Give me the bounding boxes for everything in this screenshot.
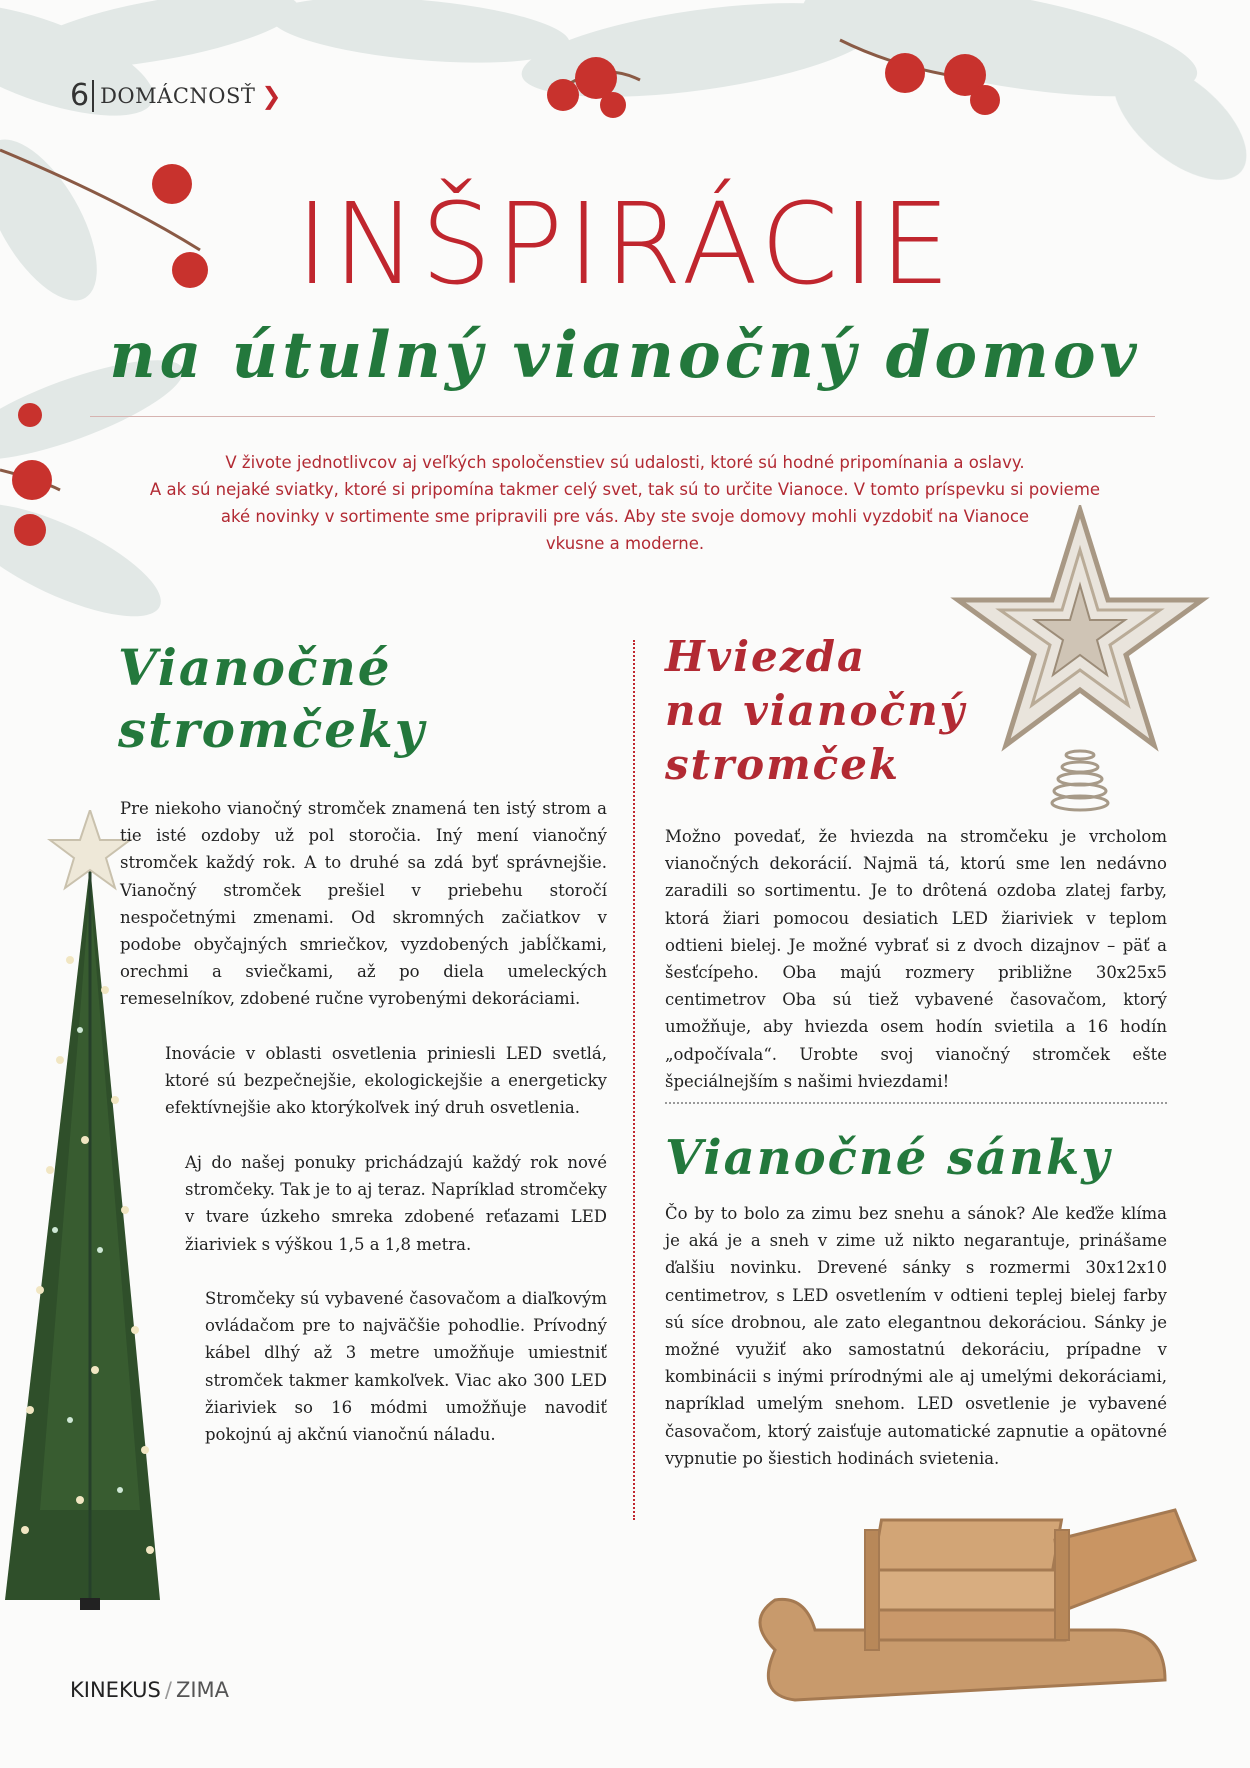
- trees-paragraph-3: Aj do našej ponuky prichádzajú každý rok nové stromčeky. Tak je to aj teraz. Napríklad stromčeky v tvare úzkeho smreka zdobené reťazami LED žiariviek s výškou 1,5 a 1,8 metra.: [185, 1153, 607, 1254]
- title-divider: [90, 416, 1155, 417]
- page-subtitle: na útulný vianočný domov: [109, 318, 1141, 393]
- intro-line: V živote jednotlivcov aj veľkých spoločenstiev sú udalosti, ktoré sú hodné pripomínania a oslavy.: [225, 453, 1025, 472]
- footer-season: ZIMA: [175, 1678, 230, 1702]
- trees-paragraph-2: Inovácie v oblasti osvetlenia priniesli LED svetlá, ktoré sú bezpečnejšie, ekologickejšie a energeticky efektívnejšie ako ktorýkoľvek iný druh osvetlenia.: [165, 1044, 607, 1118]
- section-divider: [665, 1102, 1167, 1104]
- section-name: DOMÁCNOSŤ: [100, 83, 256, 108]
- page-number: 6: [70, 78, 89, 113]
- chevron-right-icon: ❯: [261, 81, 282, 110]
- sled-paragraph: Čo by to bolo za zimu bez snehu a sánok? Ale keďže klíma je aká je a sneh v zime už nikto negarantuje, prinášame ďalšiu novinku. Drevené sánky s rozmermi 30x12x10 centimetrov, s LED osvetlením v odtieni teplej bielej farby sú síce drobnou, ale zato elegantnou dekoráciou. Sánky je možné využiť ako samostatnú dekoráciu, prípadne v kombinácii s inými prírodnými ale aj umelými dekoráciami, napríklad umelým snehom. LED osvetlenie je vybavené časovačom, ktorý zaisťuje automatické zapnutie a opätovné vypnutie po šiestich hodinách svietenia.: [665, 1204, 1167, 1468]
- page-title: INŠPIRÁCIE: [295, 180, 955, 310]
- footer-brand: KINEKUS: [70, 1678, 161, 1702]
- column-divider: [633, 640, 635, 1520]
- intro-line: vkusne a moderne.: [545, 534, 705, 553]
- heading-line: stromček: [665, 740, 901, 789]
- footer-separator: /: [164, 1678, 172, 1702]
- section-label: [70, 78, 281, 113]
- star-paragraph: Možno povedať, že hviezda na stromčeku je vrcholom vianočných dekorácií. Najmä tá, ktorú sme len nedávno zaradili so sortimentu. Je to drôtená ozdoba zlatej farby, ktorá žiari pomocou desiatich LED žiariviek v teplom odtieni bielej. Je možné vybrať si z dvoch dizajnov – päť a šesťcípeho. Oba majú rozmery približne 30x25x5 centimetrov Oba sú tiež vybavené časovačom, ktorý umožňuje, aby hviezda osem hodín svietila a 16 hodín „odpočívala“. Urobte svoj vianočný stromček ešte špeciálnejším s našimi hviezdami!: [665, 827, 1167, 1091]
- footer: [70, 1678, 229, 1702]
- section-heading-star: [665, 630, 995, 792]
- section-heading-sled: Vianočné sánky: [665, 1130, 1112, 1186]
- section-heading-christmas-trees: [118, 637, 538, 761]
- intro-line: A ak sú nejaké sviatky, ktoré si pripomína takmer celý svet, tak sú to určite Vianoce. V tomto príspevku si povieme: [149, 480, 1101, 499]
- wooden-sled-image: [735, 1500, 1205, 1750]
- heading-line: Hviezda: [665, 632, 867, 681]
- heading-line: stromčeky: [118, 700, 426, 759]
- trees-paragraph-4: Stromčeky sú vybavené časovačom a diaľkovým ovládačom pre to najväčšie pohodlie. Prívodný kábel dlhý až 3 metre umožňuje umiestniť stromček takmer kamkoľvek. Viac ako 300 LED žiariviek so 16 módmi umožňuje navodiť pokojnú aj akčnú vianočnú náladu.: [205, 1289, 607, 1445]
- trees-paragraph-1: Pre niekoho vianočný stromček znamená ten istý strom a tie isté ozdoby už pol storočia. Iný mení vianočný stromček každý rok. A to druhé sa zdá byť správnejšie. Vianočný stromček prešiel v priebehu storočí nespočetnými zmenami. Od skromných začiatkov v podobe obyčajných smriečkov, vyzdobených jabĺčkami, orechmi a sviečkami, až po diela umeleckých remeselníkov, zdobené ručne vyrobenými dekoráciami.: [120, 799, 607, 1009]
- intro-line: aké novinky v sortimente sme pripravili pre vás. Aby ste svoje domovy mohli vyzdobiť na Vianoce: [220, 507, 1030, 526]
- separator-bar: [92, 80, 94, 112]
- heading-line: Vianočné: [118, 638, 392, 697]
- heading-line: na vianočný: [665, 686, 967, 735]
